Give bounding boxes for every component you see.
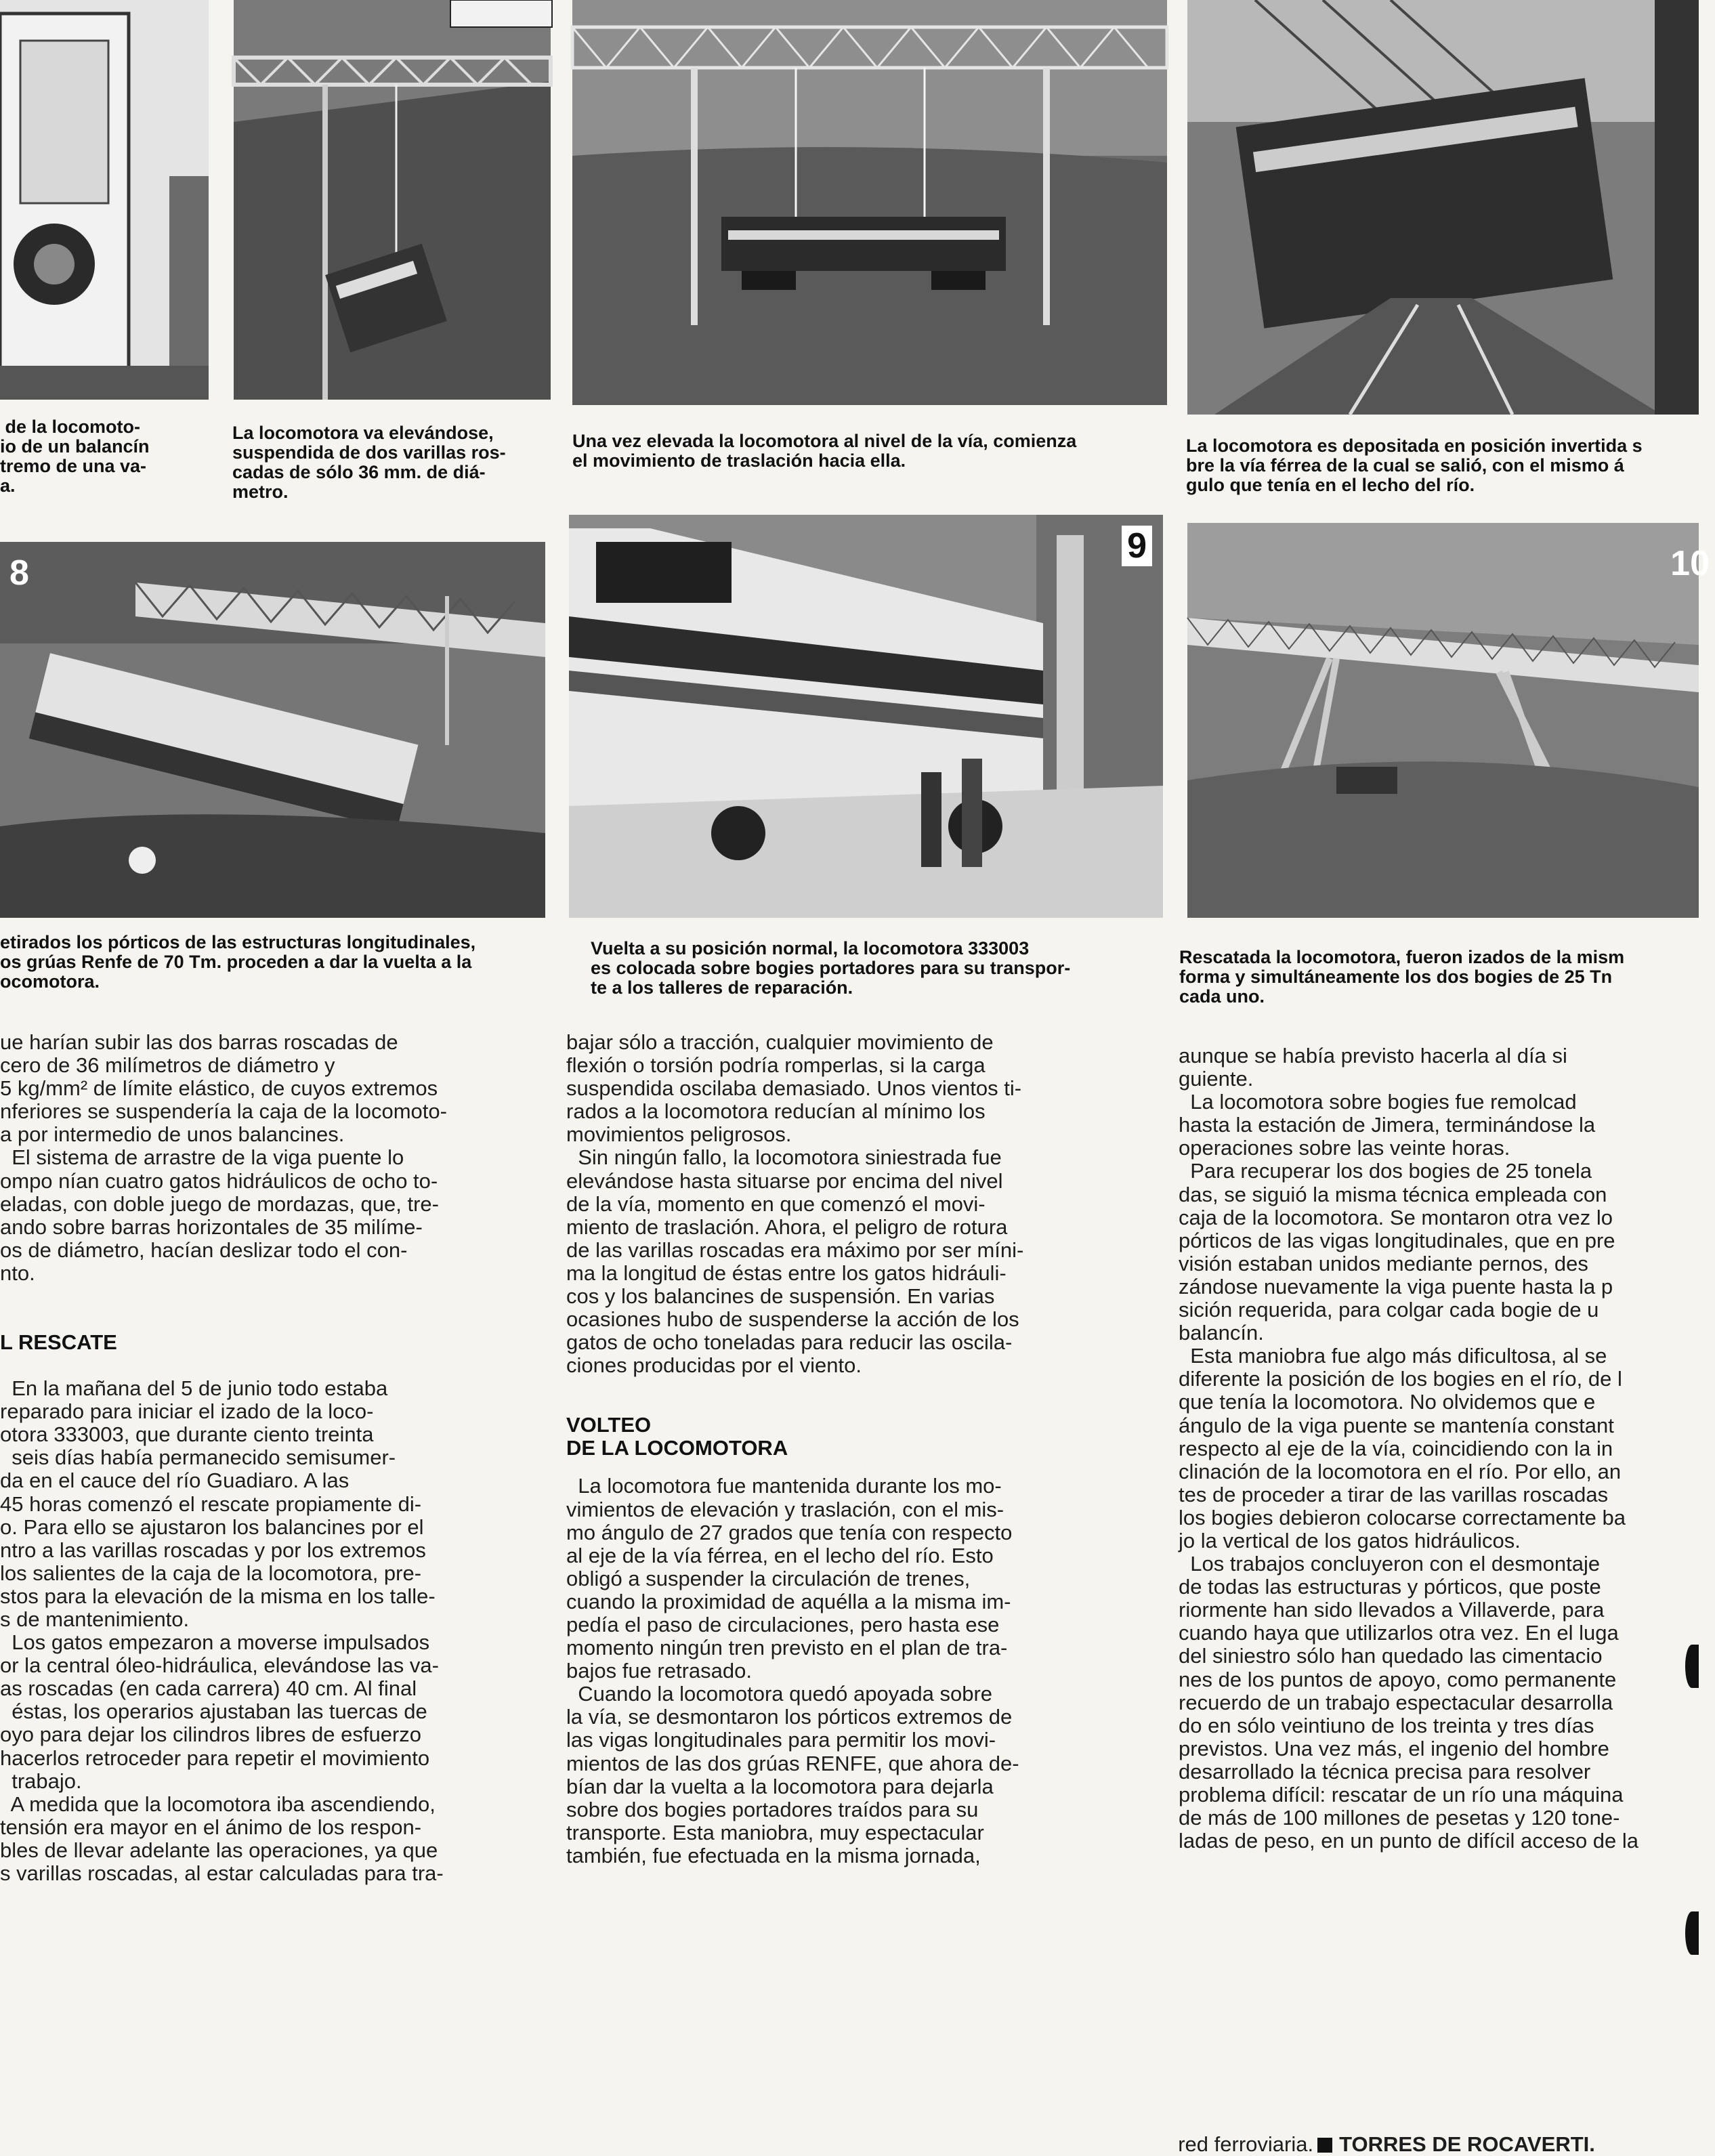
text-line: ntro a las varillas roscadas y por los extremos bbox=[0, 1538, 426, 1562]
caption-10: Rescatada la locomotora, fueron izados de la mism forma y simultáneamente los dos bogies de 25 Tn cada uno. bbox=[1179, 947, 1625, 1007]
text-column-1 bbox=[0, 1031, 535, 2140]
text-line: do en sólo veintiuno de los treinta y tres días bbox=[1179, 1713, 1594, 1737]
text-line: as roscadas (en cada carrera) 40 cm. Al final bbox=[0, 1676, 417, 1701]
text-line: 45 horas comenzó el rescate propiamente di- bbox=[0, 1492, 422, 1516]
text-line: rados a la locomotora reducían al mínimo los bbox=[566, 1099, 986, 1124]
text-line: tes de proceder a tirar de las varillas roscadas bbox=[1179, 1482, 1609, 1506]
text-line: balancín. bbox=[1179, 1321, 1264, 1345]
text-line: visión estaban unidos mediante pernos, des bbox=[1179, 1251, 1588, 1275]
text-line: transporte. Esta maniobra, muy espectacular bbox=[566, 1820, 984, 1844]
text-line: ladas de peso, en un punto de difícil acceso de la bbox=[1179, 1829, 1639, 1853]
text-line: miento de traslación. Ahora, el peligro de rotura bbox=[566, 1214, 1008, 1239]
end-square-icon bbox=[1317, 2138, 1332, 2153]
text-line: stos para la elevación de la misma en los talle- bbox=[0, 1584, 436, 1608]
text-line: caja de la locomotora. Se montaron otra vez lo bbox=[1179, 1205, 1613, 1229]
text-line: Los trabajos concluyeron con el desmontaje bbox=[1179, 1552, 1601, 1576]
text-line: flexión o torsión podría romperlas, si la carga bbox=[566, 1053, 986, 1078]
text-line: guiente. bbox=[1179, 1067, 1254, 1091]
column-3-paragraphs bbox=[1179, 1044, 1699, 1853]
text-line: ando sobre barras horizontales de 35 milíme- bbox=[0, 1214, 423, 1239]
closing-text: red ferroviaria. bbox=[1178, 2132, 1314, 2156]
text-line: cos y los balancines de suspensión. En varias bbox=[566, 1284, 995, 1309]
text-line: trabajo. bbox=[0, 1769, 82, 1793]
text-line: suspendida oscilaba demasiado. Unos vientos ti- bbox=[566, 1076, 1022, 1101]
text-line: ocasiones hubo de suspenderse la acción de los bbox=[566, 1307, 1019, 1332]
text-line: cuando haya que utilizarlos otra vez. En el luga bbox=[1179, 1621, 1619, 1645]
text-column-2 bbox=[566, 1031, 1128, 2140]
section-heading-rescate: L RESCATE bbox=[0, 1330, 117, 1355]
text-line: ángulo de la viga puente se mantenía constant bbox=[1179, 1413, 1614, 1437]
text-line: os de diámetro, hacían deslizar todo el con- bbox=[0, 1238, 408, 1262]
text-line: o. Para ello se ajustaron los balancines por el bbox=[0, 1515, 424, 1539]
text-line: or la central óleo-hidráulica, elevándose las va- bbox=[0, 1653, 439, 1678]
text-line: al eje de la vía férrea, en el lecho del río. Esto bbox=[566, 1543, 994, 1567]
column-2-paragraphs-a bbox=[566, 1031, 1128, 1377]
text-line: El sistema de arrastre de la viga puente lo bbox=[0, 1145, 404, 1170]
text-line: aunque se había previsto hacerla al día si bbox=[1179, 1044, 1567, 1068]
text-line: que tenía la locomotora. No olvidemos que e bbox=[1179, 1390, 1596, 1414]
text-line: pedía el paso de circulaciones, pero hasta ese bbox=[566, 1612, 1000, 1636]
text-line: nto. bbox=[0, 1261, 35, 1285]
figure-number-10: 10 bbox=[1670, 544, 1710, 583]
text-line: bían dar la vuelta a la locomotora para dejarla bbox=[566, 1774, 994, 1798]
text-line: momento ningún tren previsto en el plan de tra- bbox=[566, 1636, 1008, 1660]
text-line: nferiores se suspendería la caja de la locomoto- bbox=[0, 1099, 447, 1124]
text-line: a por intermedio de unos balancines. bbox=[0, 1122, 345, 1147]
text-line: del siniestro sólo han quedado las cimentacio bbox=[1179, 1644, 1603, 1668]
photo-8 bbox=[0, 542, 545, 918]
text-line: de más de 100 millones de pesetas y 120 tone- bbox=[1179, 1806, 1620, 1830]
text-line: da en el cauce del río Guadiaro. A las bbox=[0, 1468, 350, 1493]
text-line: 5 kg/mm² de límite elástico, de cuyos extremos bbox=[0, 1076, 438, 1101]
photo-balancin bbox=[0, 0, 209, 400]
text-line: tensión era mayor en el ánimo de los respon- bbox=[0, 1815, 422, 1839]
text-line: eladas, con doble juego de mordazas, que, tre- bbox=[0, 1191, 439, 1216]
text-line: bajos fue retrasado. bbox=[566, 1659, 753, 1683]
text-line: vimientos de elevación y traslación, con el mis- bbox=[566, 1497, 1004, 1521]
text-line: A medida que la locomotora iba ascendiendo, bbox=[0, 1792, 436, 1816]
text-line: seis días había permanecido semisumer- bbox=[0, 1445, 396, 1470]
text-line: los bogies debieron colocarse correctamente ba bbox=[1179, 1505, 1626, 1529]
text-line: elevándose hasta situarse por encima del nivel bbox=[566, 1168, 1003, 1193]
text-line: Sin ningún fallo, la locomotora siniestrada fue bbox=[566, 1145, 1002, 1170]
locomotive-on-bogies-photo-icon bbox=[569, 515, 1163, 918]
text-line: nes de los puntos de apoyo, como permanente bbox=[1179, 1667, 1617, 1691]
text-line: reparado para iniciar el izado de la loco- bbox=[0, 1399, 374, 1424]
text-line: otora 333003, que durante ciento treinta bbox=[0, 1422, 374, 1447]
text-line: previstos. Una vez más, el ingenio del hombre bbox=[1179, 1736, 1609, 1760]
section-heading-volteo: VOLTEO DE LA LOCOMOTORA bbox=[566, 1413, 788, 1460]
text-line: ciones producidas por el viento. bbox=[566, 1353, 862, 1378]
locomotive-suspension-photo-icon bbox=[0, 0, 209, 400]
bogies-lifted-photo-icon bbox=[1187, 523, 1699, 918]
text-line: ma la longitud de éstas entre los gatos hidráuli- bbox=[566, 1261, 1007, 1285]
text-line: los salientes de la caja de la locomotora, pre- bbox=[0, 1561, 422, 1585]
text-line: La locomotora fue mantenida durante los mo- bbox=[566, 1474, 1002, 1498]
text-line: problema difícil: rescatar de un río una máquina bbox=[1179, 1783, 1624, 1806]
locomotive-deposited-photo-icon bbox=[1187, 0, 1699, 415]
author-name: TORRES DE ROCAVERTI. bbox=[1339, 2132, 1595, 2156]
text-line: cero de 36 milímetros de diámetro y bbox=[0, 1053, 335, 1078]
text-line: Cuando la locomotora quedó apoyada sobre bbox=[566, 1682, 993, 1706]
text-column-3 bbox=[1179, 1044, 1699, 2101]
text-line: de todas las estructuras y pórticos, que poste bbox=[1179, 1575, 1601, 1599]
text-line: de la vía, momento en que comenzó el movi- bbox=[566, 1191, 986, 1216]
text-line: s de mantenimiento. bbox=[0, 1607, 190, 1631]
text-line: las vigas longitudinales para permitir los movi- bbox=[566, 1728, 996, 1752]
column-1-paragraphs-a bbox=[0, 1031, 535, 1285]
page-edge-tab-icon bbox=[1685, 1645, 1699, 1688]
text-line: operaciones sobre las veinte horas. bbox=[1179, 1136, 1510, 1160]
text-line: también, fue efectuada en la misma jornada, bbox=[566, 1843, 981, 1867]
gantry-turning-photo-icon bbox=[0, 542, 545, 918]
caption-translation: Una vez elevada la locomotora al nivel de la vía, comienza el movimiento de traslación hacia ella. bbox=[572, 431, 1077, 471]
text-line: mo ángulo de 27 grados que tenía con respecto bbox=[566, 1520, 1013, 1544]
text-line: ue harían subir las dos barras roscadas de bbox=[0, 1030, 398, 1054]
text-line: de las varillas roscadas era máximo por ser míni- bbox=[566, 1238, 1024, 1262]
text-line: s varillas roscadas, al estar calculadas para tra- bbox=[0, 1861, 444, 1885]
text-line: diferente la posición de los bogies en el río, de l bbox=[1179, 1367, 1622, 1391]
locomotive-lifting-photo-icon bbox=[234, 0, 551, 400]
photo-translation bbox=[572, 0, 1167, 405]
photo-10 bbox=[1187, 523, 1710, 918]
caption-9: Vuelta a su posición normal, la locomotora 333003 es colocada sobre bogies portadores para su transpor- te a los talleres de reparación. bbox=[591, 938, 1071, 998]
text-line: En la mañana del 5 de junio todo estaba bbox=[0, 1376, 388, 1401]
text-line: bajar sólo a tracción, cualquier movimiento de bbox=[566, 1030, 994, 1054]
text-line: sobre dos bogies portadores traídos para su bbox=[566, 1797, 979, 1821]
text-line: hasta la estación de Jimera, terminándose la bbox=[1179, 1113, 1596, 1137]
caption-lifting: La locomotora va elevándose, suspendida de dos varillas ros- cadas de sólo 36 mm. de diá- metro. bbox=[232, 423, 506, 502]
text-line: movimientos peligrosos. bbox=[566, 1122, 792, 1147]
text-line: respecto al eje de la vía, coincidiendo con la in bbox=[1179, 1436, 1613, 1460]
text-line: oyo para dejar los cilindros libres de esfuerzo bbox=[0, 1722, 422, 1747]
caption-8: etirados los pórticos de las estructuras longitudinales, os grúas Renfe de 70 Tm. proceden a dar la vuelta a la ocomotora. bbox=[0, 932, 476, 992]
text-line: desarrollado la técnica precisa para resolver bbox=[1179, 1759, 1591, 1783]
caption-balancin: de la locomoto- io de un balancín tremo de una va- a. bbox=[0, 417, 150, 496]
text-line: obligó a suspender la circulación de trenes, bbox=[566, 1566, 971, 1590]
text-line: jo la vertical de los gatos hidráulicos. bbox=[1179, 1528, 1521, 1552]
photo-lifting bbox=[234, 0, 551, 400]
text-line: gatos de ocho toneladas para reducir las oscila- bbox=[566, 1330, 1013, 1355]
text-line: Esta maniobra fue algo más dificultosa, al se bbox=[1179, 1344, 1607, 1368]
text-line: éstas, los operarios ajustaban las tuercas de bbox=[0, 1699, 427, 1724]
text-line: sición requerida, para colgar cada bogie de u bbox=[1179, 1298, 1599, 1322]
column-1-paragraphs-b bbox=[0, 1377, 535, 1885]
text-line: recuerdo de un trabajo espectacular desarrolla bbox=[1179, 1690, 1613, 1714]
text-line: ompo nían cuatro gatos hidráulicos de ocho to- bbox=[0, 1168, 438, 1193]
photo-9 bbox=[569, 515, 1163, 918]
text-line: Para recuperar los dos bogies de 25 tonela bbox=[1179, 1159, 1592, 1183]
text-line: zándose nuevamente la viga puente hasta la p bbox=[1179, 1274, 1613, 1298]
text-line: cuando la proximidad de aquélla a la misma im- bbox=[566, 1589, 1011, 1613]
caption-deposited: La locomotora es depositada en posición invertida s bre la vía férrea de la cual se salió, con el mismo á gulo que tenía en el lecho del río. bbox=[1186, 436, 1643, 495]
text-line: pórticos de las vigas longitudinales, que en pre bbox=[1179, 1228, 1615, 1252]
article-signature bbox=[1166, 2110, 1595, 2156]
text-line: hacerlos retroceder para repetir el movimiento bbox=[0, 1746, 430, 1770]
text-line: bles de llevar adelante las operaciones, ya que bbox=[0, 1838, 438, 1862]
text-line: clinación de la locomotora en el río. Por ello, an bbox=[1179, 1459, 1622, 1483]
text-line: La locomotora sobre bogies fue remolcad bbox=[1179, 1090, 1577, 1114]
column-2-paragraphs-b bbox=[566, 1475, 1128, 1867]
figure-number-8: 8 bbox=[9, 553, 29, 593]
text-line: riormente han sido llevados a Villaverde, para bbox=[1179, 1598, 1605, 1622]
text-line: mientos de las dos grúas RENFE, que ahora de- bbox=[566, 1751, 1019, 1775]
text-line: Los gatos empezaron a moverse impulsados bbox=[0, 1630, 430, 1655]
page-edge-tab-icon bbox=[1685, 1911, 1699, 1955]
text-line: das, se siguió la misma técnica empleada con bbox=[1179, 1182, 1607, 1206]
figure-number-9: 9 bbox=[1122, 526, 1152, 566]
gantry-translation-photo-icon bbox=[572, 0, 1167, 405]
text-line: la vía, se desmontaron los pórticos extremos de bbox=[566, 1705, 1013, 1729]
photo-deposited bbox=[1187, 0, 1699, 415]
